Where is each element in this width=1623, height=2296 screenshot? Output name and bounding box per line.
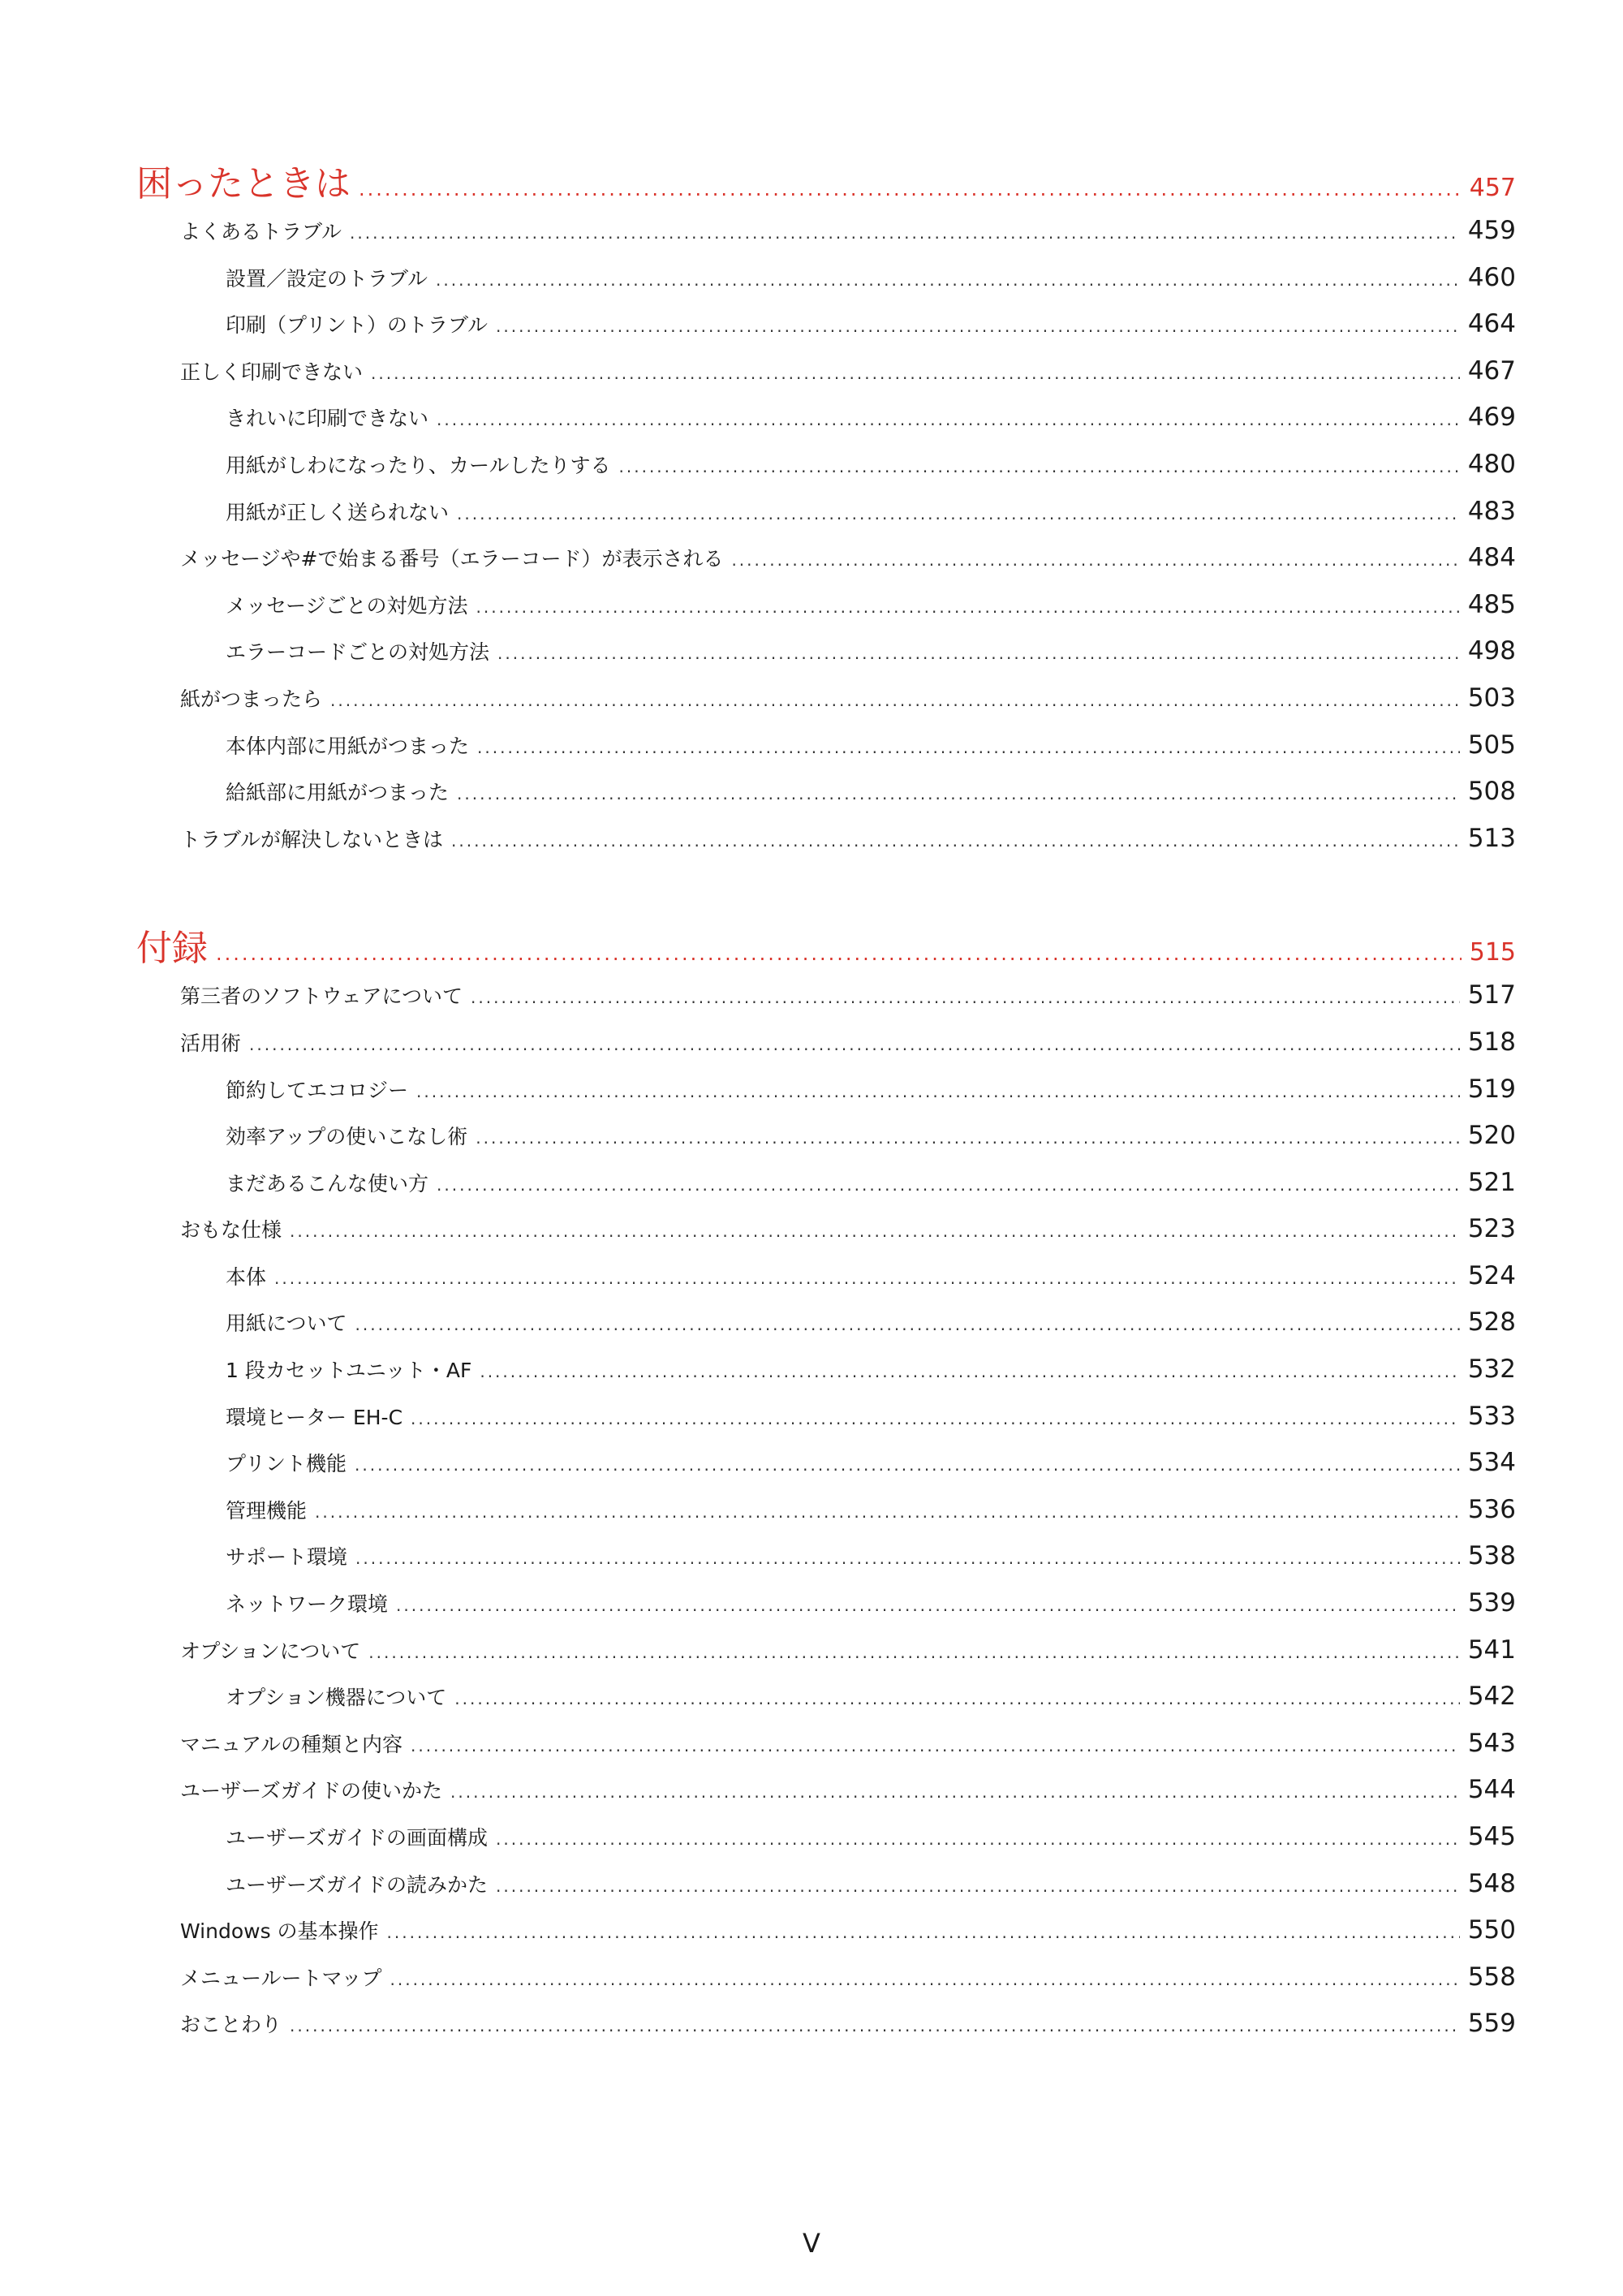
leader-dots — [355, 1315, 1460, 1334]
leader-dots — [496, 317, 1460, 336]
toc-entry-page-number: 544 — [1467, 1775, 1516, 1805]
toc-entry-page-number: 536 — [1467, 1494, 1516, 1524]
toc-entry-page-number: 508 — [1467, 777, 1516, 807]
toc-entry-page-number: 469 — [1467, 403, 1516, 433]
toc-entry-page-number: 543 — [1467, 1728, 1516, 1758]
toc-entry-page-number: 480 — [1467, 449, 1516, 479]
toc-entry-page-number: 539 — [1467, 1588, 1516, 1618]
toc-entry-label: 正しく印刷できない — [180, 360, 364, 384]
toc-entry-label: ユーザーズガイドの読みかた — [226, 1872, 489, 1897]
toc-entry-label: 用紙がしわになったり、カールしたりする — [226, 453, 611, 477]
toc-entry-label: 節約してエコロジー — [226, 1078, 409, 1102]
toc-entry[interactable] — [136, 777, 1516, 824]
leader-dots — [476, 1128, 1460, 1148]
toc-entry-page-number: 532 — [1467, 1355, 1516, 1385]
toc-entry[interactable] — [136, 824, 1516, 871]
leader-dots — [477, 738, 1460, 757]
leader-dots — [330, 691, 1460, 710]
leader-dots — [411, 1736, 1460, 1755]
toc-entry-page-number: 523 — [1467, 1214, 1516, 1244]
toc-entry-label: メニュールートマップ — [180, 1966, 382, 1990]
toc-entry[interactable] — [136, 1355, 1516, 1402]
toc-entry-label: トラブルが解決しないときは — [180, 827, 444, 851]
leader-dots — [368, 1643, 1460, 1662]
toc-entry-page-number: 485 — [1467, 589, 1516, 619]
toc-entry[interactable] — [136, 1214, 1516, 1261]
toc-entry-label: きれいに印刷できない — [226, 407, 429, 431]
toc-entry-page-number: 548 — [1467, 1868, 1516, 1898]
toc-entry[interactable] — [136, 1168, 1516, 1215]
leader-dots — [496, 1829, 1460, 1849]
toc-entry[interactable] — [136, 1307, 1516, 1355]
toc-entry-page-number: 518 — [1467, 1027, 1516, 1057]
leader-dots — [437, 410, 1460, 429]
chapter-title: 困ったときは — [136, 163, 351, 205]
toc-entry[interactable] — [136, 636, 1516, 683]
toc-section — [136, 154, 1516, 870]
leader-dots — [480, 1362, 1459, 1381]
toc-entry[interactable] — [136, 1027, 1516, 1075]
toc-entry-page-number: 538 — [1467, 1541, 1516, 1571]
toc-entry-label: 1 段カセットユニット・AF — [226, 1359, 472, 1383]
toc-entry[interactable] — [136, 1869, 1516, 1916]
toc-entry[interactable] — [136, 1729, 1516, 1776]
toc-entry[interactable] — [136, 1588, 1516, 1635]
toc-entry-page-number: 498 — [1467, 636, 1516, 666]
chapter-title: 付録 — [136, 928, 208, 970]
toc-entry-page-number: 533 — [1467, 1401, 1516, 1431]
toc-entry-page-number: 534 — [1467, 1448, 1516, 1478]
toc-entry[interactable] — [136, 1121, 1516, 1168]
toc-entry-label: 本体内部に用紙がつまった — [226, 734, 470, 758]
toc-entry-label: 印刷（プリント）のトラブル — [226, 313, 489, 338]
toc-entry-label: 第三者のソフトウェアについて — [180, 984, 463, 1009]
toc-entry-page-number: 459 — [1467, 216, 1516, 245]
toc-entry[interactable] — [136, 263, 1516, 310]
leader-dots — [371, 364, 1460, 383]
leader-dots — [387, 1923, 1460, 1942]
leader-dots — [355, 1455, 1460, 1475]
toc-entry-label: マニュアルの種類と内容 — [180, 1732, 403, 1756]
toc-entry-page-number: 503 — [1467, 683, 1516, 713]
toc-entry[interactable] — [136, 309, 1516, 356]
toc-entry-label: 効率アップの使いこなし術 — [226, 1125, 468, 1149]
leader-dots — [290, 1221, 1460, 1241]
toc-entry-page-number: 541 — [1467, 1635, 1516, 1665]
toc-entry-label: 給紙部に用紙がつまった — [226, 781, 450, 805]
leader-dots — [416, 1082, 1460, 1101]
toc-entry-page-number: 483 — [1467, 496, 1516, 526]
toc-entry-label: メッセージごとの対処方法 — [226, 593, 468, 618]
toc-entry[interactable] — [136, 683, 1516, 730]
page-number: V — [803, 2228, 820, 2259]
toc-entry-label: ユーザーズガイドの使いかた — [180, 1779, 443, 1803]
toc-entry[interactable] — [136, 403, 1516, 450]
toc-entry-page-number: 484 — [1467, 543, 1516, 573]
leader-dots — [359, 178, 1462, 200]
leader-dots — [390, 1970, 1460, 1989]
toc-entry-page-number: 558 — [1467, 1962, 1516, 1992]
leader-dots — [619, 457, 1460, 476]
leader-dots — [411, 1409, 1460, 1428]
toc-entry[interactable] — [136, 2009, 1516, 2056]
leader-dots — [496, 1876, 1460, 1896]
toc-entry-page-number: 505 — [1467, 730, 1516, 760]
toc-entry-page-number: 517 — [1467, 980, 1516, 1010]
toc-entry[interactable] — [136, 980, 1516, 1027]
toc-entry-label: オプション機器について — [226, 1686, 447, 1710]
toc-entry-label: 設置／設定のトラブル — [226, 266, 428, 291]
leader-dots — [216, 942, 1462, 965]
leader-dots — [450, 1782, 1460, 1802]
toc-entry-label: オプションについて — [180, 1639, 361, 1663]
leader-dots — [471, 988, 1460, 1007]
toc-entry-label: 用紙が正しく送られない — [226, 500, 450, 524]
chapter-page-number: 515 — [1469, 938, 1516, 967]
toc-entry-page-number: 467 — [1467, 355, 1516, 386]
leader-dots — [350, 223, 1460, 243]
toc-entry[interactable] — [136, 1915, 1516, 1962]
toc-entry-label: 環境ヒーター EH-C — [226, 1405, 403, 1429]
toc-entry[interactable] — [136, 1075, 1516, 1122]
toc-entry-page-number: 519 — [1467, 1074, 1516, 1104]
leader-dots — [290, 2016, 1460, 2035]
toc-entry-label: おもな仕様 — [180, 1218, 282, 1243]
leader-dots — [451, 831, 1460, 851]
toc-entry-label: Windows の基本操作 — [180, 1919, 379, 1944]
toc-entry-label: エラーコードごとの対処方法 — [226, 640, 490, 665]
toc-entry-page-number: 542 — [1467, 1682, 1516, 1712]
toc-entry-page-number: 559 — [1467, 2009, 1516, 2039]
toc-entry[interactable] — [136, 356, 1516, 403]
toc-entry-page-number: 528 — [1467, 1307, 1516, 1338]
leader-dots — [436, 270, 1460, 290]
chapter-heading[interactable] — [136, 154, 1516, 208]
toc-entry[interactable] — [136, 730, 1516, 778]
chapter-heading[interactable] — [136, 919, 1516, 972]
toc-entry[interactable] — [136, 1775, 1516, 1822]
toc-entry[interactable] — [136, 543, 1516, 590]
toc-entry-page-number: 545 — [1467, 1822, 1516, 1851]
table-of-contents — [136, 154, 1516, 2104]
toc-entry-label: 用紙について — [226, 1312, 347, 1336]
leader-dots — [274, 1269, 1460, 1288]
toc-entry-label: プリント機能 — [226, 1452, 347, 1476]
toc-entry-label: サポート環境 — [226, 1545, 348, 1570]
toc-section — [136, 919, 1516, 2056]
toc-entry-label: おことわり — [180, 2013, 282, 2037]
toc-entry-label: まだあるこんな使い方 — [226, 1171, 429, 1195]
toc-entry[interactable] — [136, 1962, 1516, 2010]
toc-entry-label: ユーザーズガイドの画面構成 — [226, 1826, 489, 1850]
toc-entry[interactable] — [136, 1402, 1516, 1449]
leader-dots — [457, 784, 1460, 803]
toc-entry[interactable] — [136, 1541, 1516, 1588]
leader-dots — [457, 504, 1460, 523]
toc-entry[interactable] — [136, 1495, 1516, 1542]
toc-entry-page-number: 520 — [1467, 1121, 1516, 1151]
leader-dots — [315, 1502, 1460, 1522]
leader-dots — [731, 550, 1459, 570]
toc-entry[interactable] — [136, 590, 1516, 637]
toc-entry-label: 管理機能 — [226, 1498, 308, 1523]
toc-entry[interactable] — [136, 1635, 1516, 1682]
toc-entry[interactable] — [136, 216, 1516, 263]
toc-entry-page-number: 513 — [1467, 823, 1516, 853]
leader-dots — [249, 1035, 1460, 1054]
toc-entry[interactable] — [136, 1682, 1516, 1729]
chapter-page-number: 457 — [1469, 174, 1516, 202]
toc-entry[interactable] — [136, 1448, 1516, 1495]
leader-dots — [454, 1689, 1460, 1708]
toc-entry-label: 本体 — [226, 1264, 267, 1289]
toc-entry[interactable] — [136, 497, 1516, 544]
toc-entry[interactable] — [136, 1261, 1516, 1308]
toc-entry[interactable] — [136, 450, 1516, 497]
toc-entry-label: メッセージや#で始まる番号（エラーコード）が表示される — [180, 547, 724, 571]
toc-entry-label: よくあるトラブル — [180, 220, 342, 243]
toc-entry-page-number: 460 — [1467, 262, 1516, 292]
toc-entry-label: 紙がつまったら — [180, 687, 323, 711]
toc-entry[interactable] — [136, 1822, 1516, 1869]
toc-entry-page-number: 464 — [1467, 309, 1516, 339]
toc-entry-label: ネットワーク環境 — [226, 1592, 389, 1617]
leader-dots — [437, 1175, 1460, 1195]
toc-entry-page-number: 524 — [1467, 1260, 1516, 1290]
leader-dots — [396, 1596, 1460, 1615]
toc-entry-page-number: 521 — [1467, 1167, 1516, 1197]
toc-entry-label: 活用術 — [180, 1031, 242, 1055]
leader-dots — [476, 597, 1460, 617]
leader-dots — [497, 644, 1460, 663]
toc-entry-page-number: 550 — [1467, 1915, 1516, 1945]
leader-dots — [355, 1549, 1460, 1568]
